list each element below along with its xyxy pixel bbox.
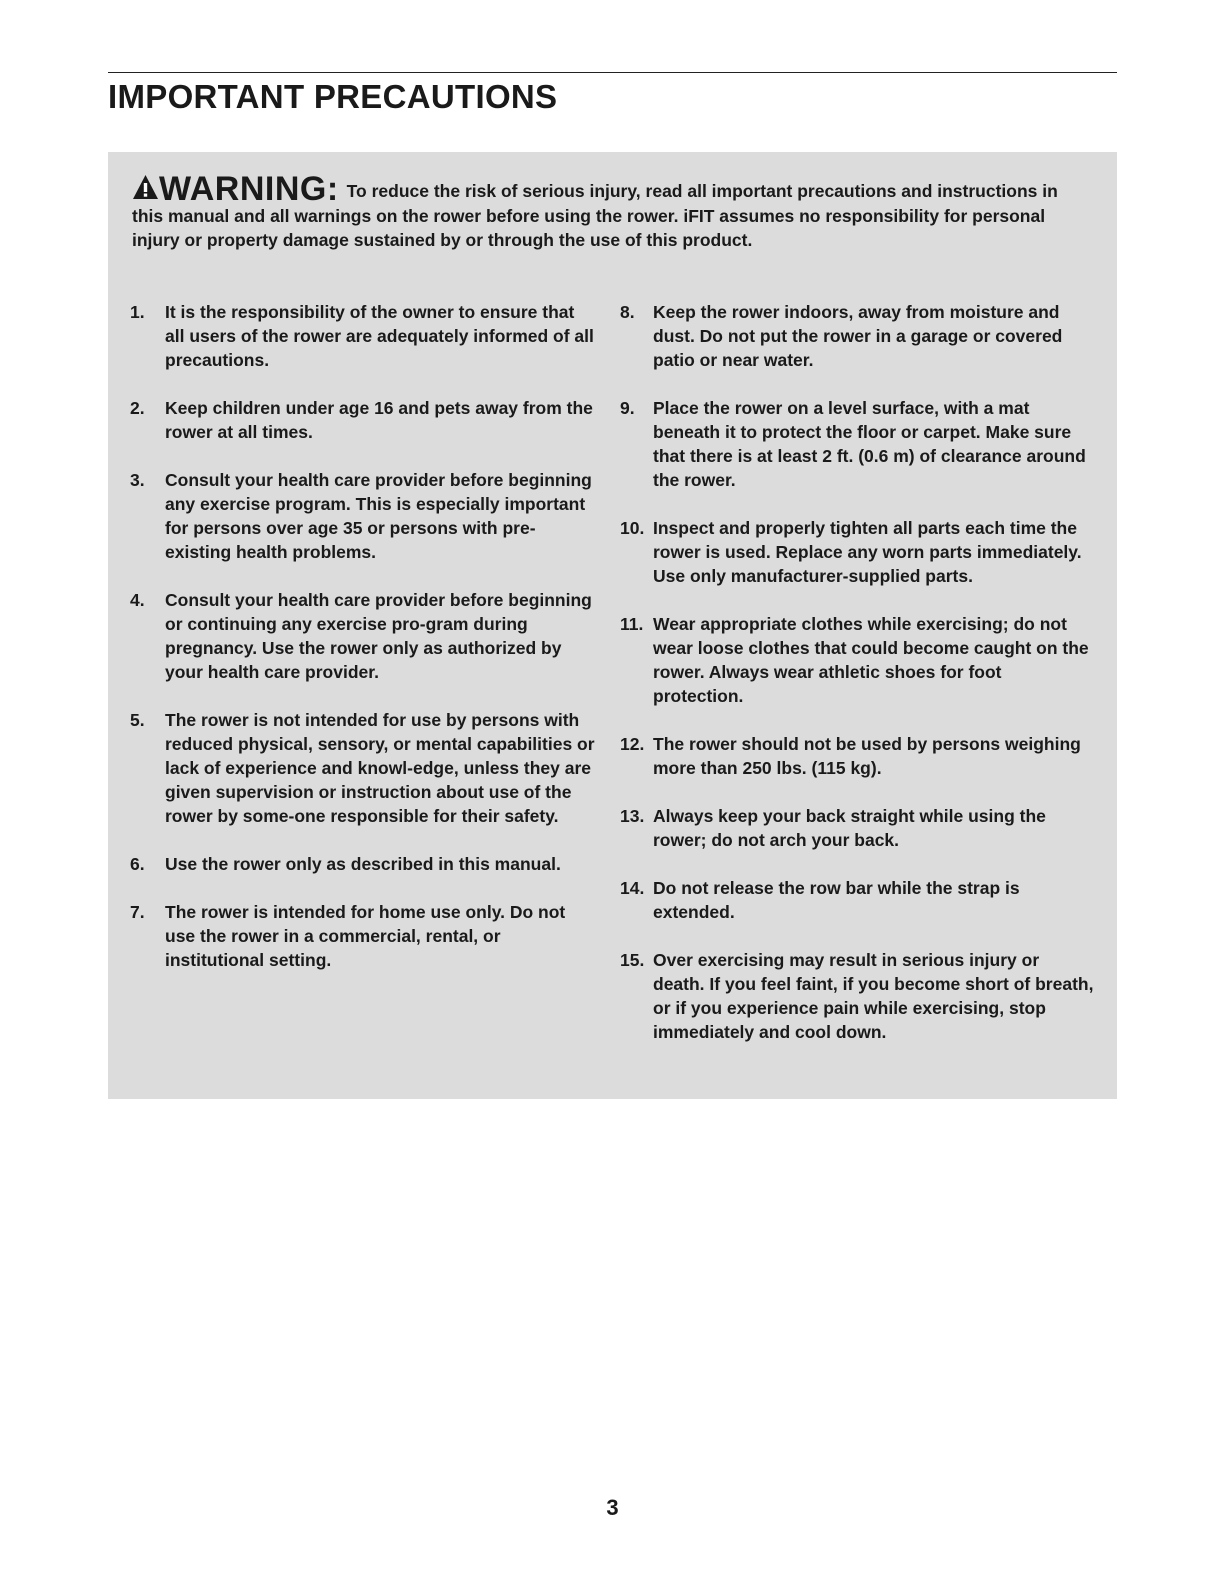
precaution-number: 6. <box>130 854 145 874</box>
precaution-text: Inspect and properly tighten all parts each time the rower is used. Replace any worn parts immediately. Use only manufacturer-supplied parts. <box>653 518 1082 586</box>
precaution-text: Keep children under age 16 and pets away from the rower at all times. <box>165 398 593 442</box>
precaution-item <box>130 300 595 372</box>
precaution-item <box>130 396 595 444</box>
precaution-item <box>620 396 1095 492</box>
precaution-item <box>130 708 595 828</box>
precaution-number: 3. <box>130 470 145 490</box>
precaution-text: The rower is not intended for use by persons with reduced physical, sensory, or mental capabilities or lack of experience and knowl-edge, unless they are given supervision or instruction about use of the rower by some-one responsible for their safety. <box>165 710 595 826</box>
warning-box <box>108 152 1117 1099</box>
precaution-text: Consult your health care provider before beginning any exercise program. This is especially important for persons over age 35 or persons with pre-existing health problems. <box>165 470 592 562</box>
precaution-item <box>620 300 1095 372</box>
precaution-item <box>620 948 1095 1044</box>
warning-text: To reduce the risk of serious injury, read all important precautions and instructions in this manual and all warnings on the rower before using the rower. iFIT assumes no responsibility for personal injury or property damage sustained by or through the use of this product. <box>132 181 1058 250</box>
precaution-number: 5. <box>130 710 145 730</box>
precaution-number: 4. <box>130 590 145 610</box>
precautions-right-column <box>620 300 1095 1068</box>
precaution-text: Over exercising may result in serious injury or death. If you feel faint, if you become short of breath, or if you experience pain while exercising, stop immediately and cool down. <box>653 950 1094 1042</box>
precaution-item <box>620 516 1095 588</box>
precaution-text: Do not release the row bar while the strap is extended. <box>653 878 1020 922</box>
precaution-item <box>130 588 595 684</box>
precaution-number: 7. <box>130 902 145 922</box>
precaution-number: 15. <box>620 950 645 970</box>
top-rule <box>108 72 1117 73</box>
precaution-item <box>620 804 1095 852</box>
precaution-number: 13. <box>620 806 645 826</box>
precaution-number: 9. <box>620 398 635 418</box>
precaution-number: 10. <box>620 518 645 538</box>
precaution-number: 1. <box>130 302 145 322</box>
precaution-item <box>620 612 1095 708</box>
precaution-number: 11. <box>620 614 644 634</box>
precaution-text: Use the rower only as described in this manual. <box>165 854 561 874</box>
precaution-text: Always keep your back straight while using the rower; do not arch your back. <box>653 806 1046 850</box>
precaution-item <box>130 900 595 972</box>
precaution-item <box>620 876 1095 924</box>
precaution-item <box>620 732 1095 780</box>
precaution-number: 12. <box>620 734 645 754</box>
precaution-text: Keep the rower indoors, away from moisture and dust. Do not put the rower in a garage or covered patio or near water. <box>653 302 1063 370</box>
precaution-number: 14. <box>620 878 645 898</box>
precaution-number: 2. <box>130 398 145 418</box>
precaution-number: 8. <box>620 302 635 322</box>
precautions-left-column <box>130 300 595 996</box>
precaution-text: Consult your health care provider before beginning or continuing any exercise pro-gram during pregnancy. Use the rower only as authorized by your health care provider. <box>165 590 592 682</box>
page-title: IMPORTANT PRECAUTIONS <box>108 78 558 115</box>
precaution-text: The rower is intended for home use only. Do not use the rower in a commercial, rental, or institutional setting. <box>165 902 566 970</box>
warning-triangle-icon <box>132 174 159 200</box>
precaution-text: It is the responsibility of the owner to ensure that all users of the rower are adequately informed of all precautions. <box>165 302 594 370</box>
precaution-text: The rower should not be used by persons weighing more than 250 lbs. (115 kg). <box>653 734 1081 778</box>
warning-label: WARNING: <box>159 170 339 208</box>
precaution-text: Wear appropriate clothes while exercising; do not wear loose clothes that could become caught on the rower. Always wear athletic shoes for foot protection. <box>653 614 1089 706</box>
page-number: 3 <box>606 1495 619 1520</box>
warning-intro <box>132 170 1092 253</box>
precaution-item <box>130 468 595 564</box>
precaution-text: Place the rower on a level surface, with a mat beneath it to protect the floor or carpet. Make sure that there is at least 2 ft. (0.6 m) of clearance around the rower. <box>653 398 1086 490</box>
precaution-item <box>130 852 595 876</box>
